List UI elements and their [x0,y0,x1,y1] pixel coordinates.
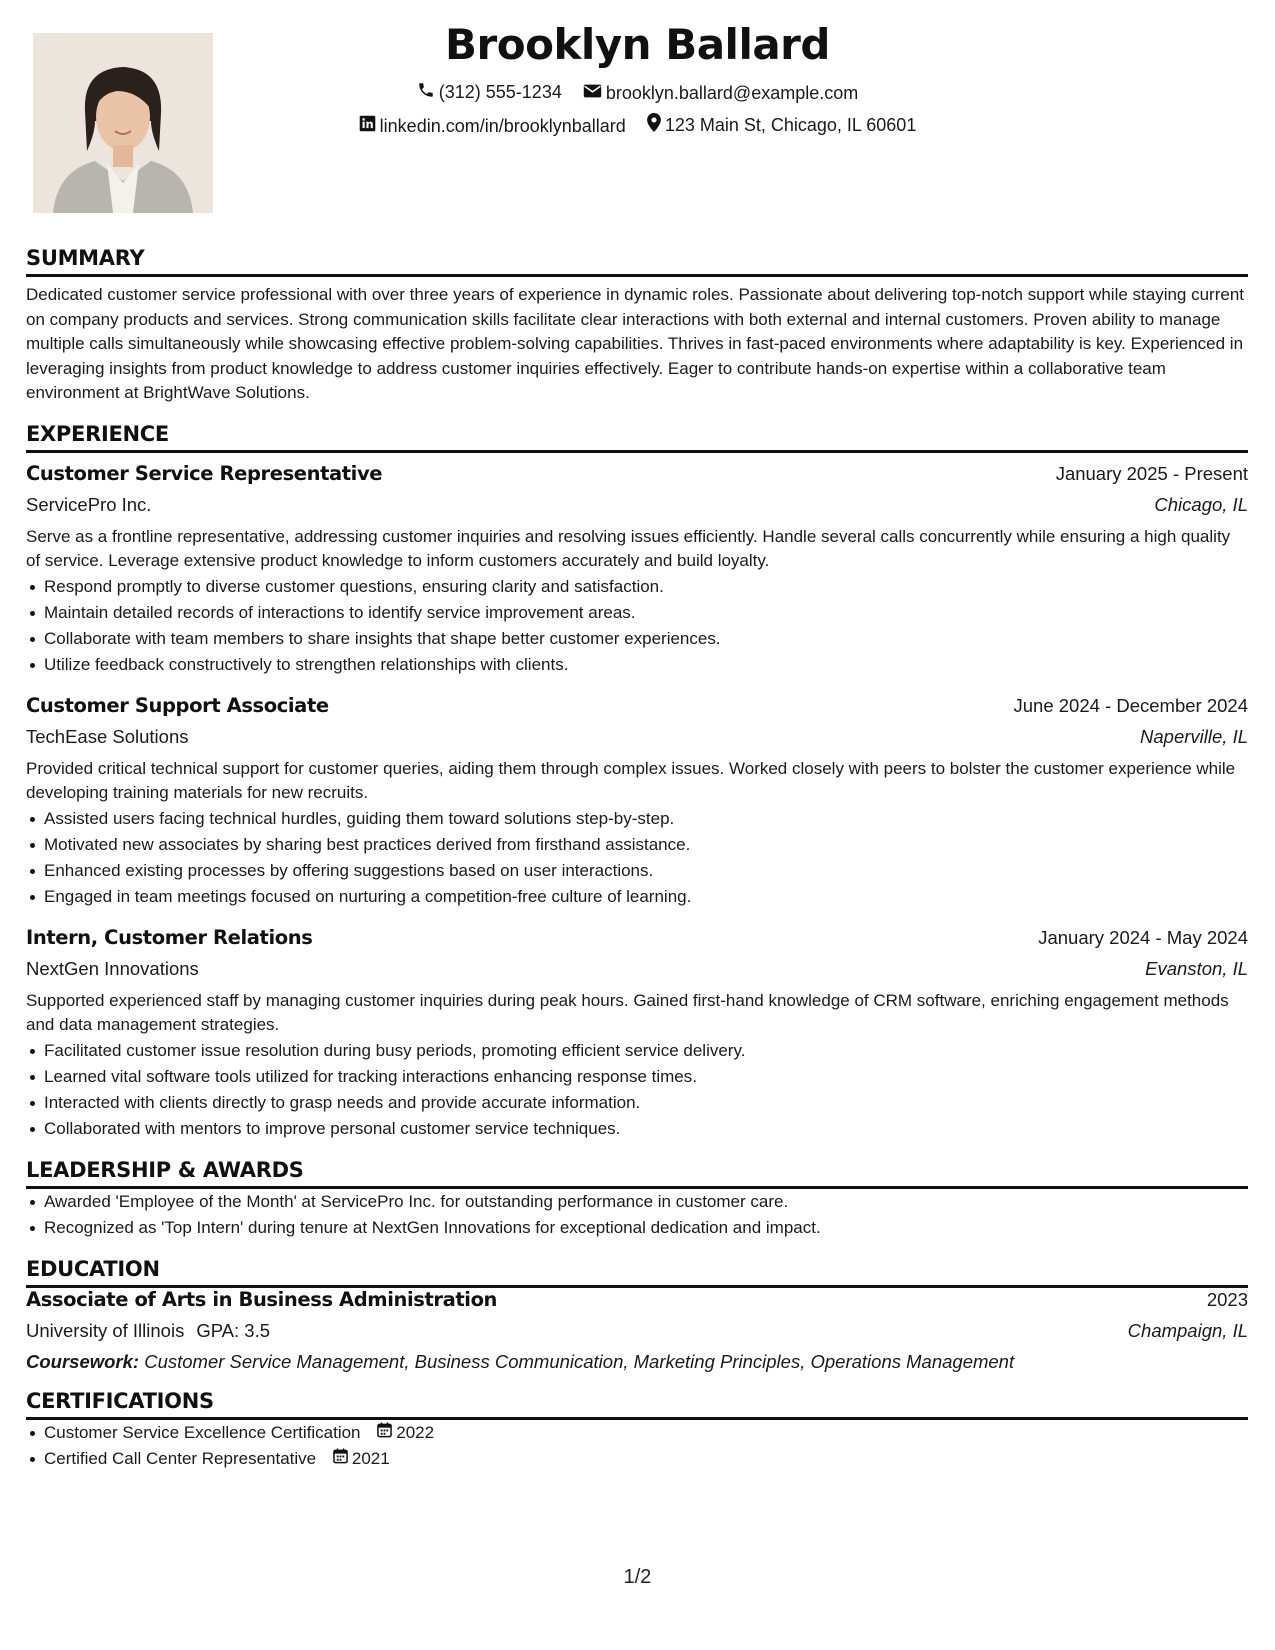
list-item: Respond promptly to diverse customer questions, ensuring clarity and satisfaction. [44,574,1248,600]
section-title-summary: SUMMARY [26,246,1248,277]
street-address: 123 Main St, Chicago, IL 60601 [664,114,917,135]
list-item: Maintain detailed records of interactions to identify service improvement areas. [44,600,1248,626]
list-item: Awarded 'Employee of the Month' at ServicePro Inc. for outstanding performance in customer care. [44,1189,1248,1215]
job-description: Provided critical technical support for customer queries, aiding them through complex issues. Worked closely with peers to bolster the customer experience while developing training materials for new recruits. [26,758,1236,802]
job-bullets [26,806,1248,910]
calendar-icon [333,1446,352,1472]
list-item: Facilitated customer issue resolution during busy periods, promoting efficient service delivery. [44,1038,1248,1064]
contact-row-secondary [0,113,1275,137]
list-item [44,1420,1248,1446]
job-title: Intern, Customer Relations [26,925,313,949]
page-number: 1/2 [623,1566,652,1588]
job-bullets [26,574,1248,678]
resume-content [26,246,1248,1488]
address-contact [647,113,917,137]
job-bullets [26,1038,1248,1142]
summary-section [26,246,1248,406]
job-description: Supported experienced staff by managing customer inquiries during peak hours. Gained first-hand knowledge of CRM software, enriching engagement methods and data management strategies. [26,990,1229,1034]
section-title-certifications: CERTIFICATIONS [26,1389,1248,1420]
envelope-icon [583,83,606,104]
certification-year: 2022 [396,1422,435,1442]
job-dates: January 2024 - May 2024 [1038,926,1248,948]
job-entry [26,694,1248,910]
education-section [26,1257,1248,1373]
linkedin-url: linkedin.com/in/brooklynballard [379,115,626,136]
list-item [44,1446,1248,1472]
certification-date [333,1446,390,1472]
job-title: Customer Support Associate [26,693,329,717]
job-description: Serve as a frontline representative, addressing customer inquiries and resolving issues efficiently. Handle several calls concurrently while ensuring a high quality of service. Leverage extensive product knowledge to inform customers accurately and build loyalty. [26,526,1231,570]
list-item: Recognized as 'Top Intern' during tenure at NextGen Innovations for exceptional dedication and impact. [44,1215,1248,1241]
graduation-year: 2023 [1206,1288,1248,1310]
job-location: Chicago, IL [1154,493,1248,515]
company-name: ServicePro Inc. [26,493,152,515]
job-entry [26,926,1248,1142]
email-contact[interactable] [583,83,858,104]
coursework-list: Customer Service Management, Business Communication, Marketing Principles, Operations Management [144,1350,1015,1372]
section-title-education: EDUCATION [26,1257,1248,1288]
linkedin-contact[interactable] [359,115,626,137]
linkedin-icon [359,115,380,137]
list-item: Assisted users facing technical hurdles, guiding them toward solutions step-by-step. [44,806,1248,832]
summary-text: Dedicated customer service professional with over three years of experience in dynamic roles. Passionate about delivering top-notch support while staying current on company products and services. Strong communication skills facilitate clear interactions with both external and internal customers. Proven ability to manage multiple calls simultaneously while showcasing effective problem-solving capabilities. Thrives in fast-paced environments where adaptability is key. Experienced in leveraging insights from product knowledge to address customer inquiries effectively. Eager to contribute hands-on expertise within a collaborative team environment at BrightWave Solutions. [26,285,1245,402]
list-item: Enhanced existing processes by offering suggestions based on user interactions. [44,858,1248,884]
section-title-awards: LEADERSHIP & AWARDS [26,1158,1248,1189]
contact-row-primary [0,81,1275,104]
list-item: Engaged in team meetings focused on nurturing a competition-free culture of learning. [44,884,1248,910]
certification-name: Certified Call Center Representative [44,1448,317,1468]
coursework [26,1351,1248,1373]
job-dates: June 2024 - December 2024 [1013,694,1248,716]
company-name: NextGen Innovations [26,957,199,979]
experience-section [26,422,1248,1142]
phone-contact[interactable] [417,81,562,104]
list-item: Collaborate with team members to share insights that shape better customer experiences. [44,626,1248,652]
awards-section [26,1158,1248,1241]
school-location: Champaign, IL [1127,1319,1248,1341]
job-title: Customer Service Representative [26,461,383,485]
certifications-section [26,1389,1248,1472]
job-entry [26,462,1248,678]
gpa: GPA: 3.5 [196,1319,271,1341]
awards-list [26,1189,1248,1241]
school-name: University of Illinois [26,1319,185,1341]
section-title-experience: EXPERIENCE [26,422,1248,453]
list-item: Interacted with clients directly to grasp needs and provide accurate information. [44,1090,1248,1116]
job-location: Evanston, IL [1145,957,1248,979]
list-item: Utilize feedback constructively to strengthen relationships with clients. [44,652,1248,678]
candidate-name: Brooklyn Ballard [445,20,830,69]
list-item: Collaborated with mentors to improve personal customer service techniques. [44,1116,1248,1142]
coursework-label: Coursework: [26,1350,140,1372]
phone-number: (312) 555-1234 [438,82,562,102]
phone-icon [417,81,439,104]
certification-name: Customer Service Excellence Certification [44,1422,361,1442]
school-info [26,1320,270,1342]
certifications-list [26,1420,1248,1472]
calendar-icon [377,1420,396,1446]
list-item: Motivated new associates by sharing best practices derived from firsthand assistance. [44,832,1248,858]
job-dates: January 2025 - Present [1055,462,1248,484]
job-location: Naperville, IL [1140,725,1248,747]
certification-date [377,1420,434,1446]
map-pin-icon [647,113,665,137]
list-item: Learned vital software tools utilized for tracking interactions enhancing response times. [44,1064,1248,1090]
certification-year: 2021 [351,1448,390,1468]
company-name: TechEase Solutions [26,725,189,747]
email-address: brooklyn.ballard@example.com [605,83,859,103]
degree-name: Associate of Arts in Business Administration [26,1287,498,1311]
